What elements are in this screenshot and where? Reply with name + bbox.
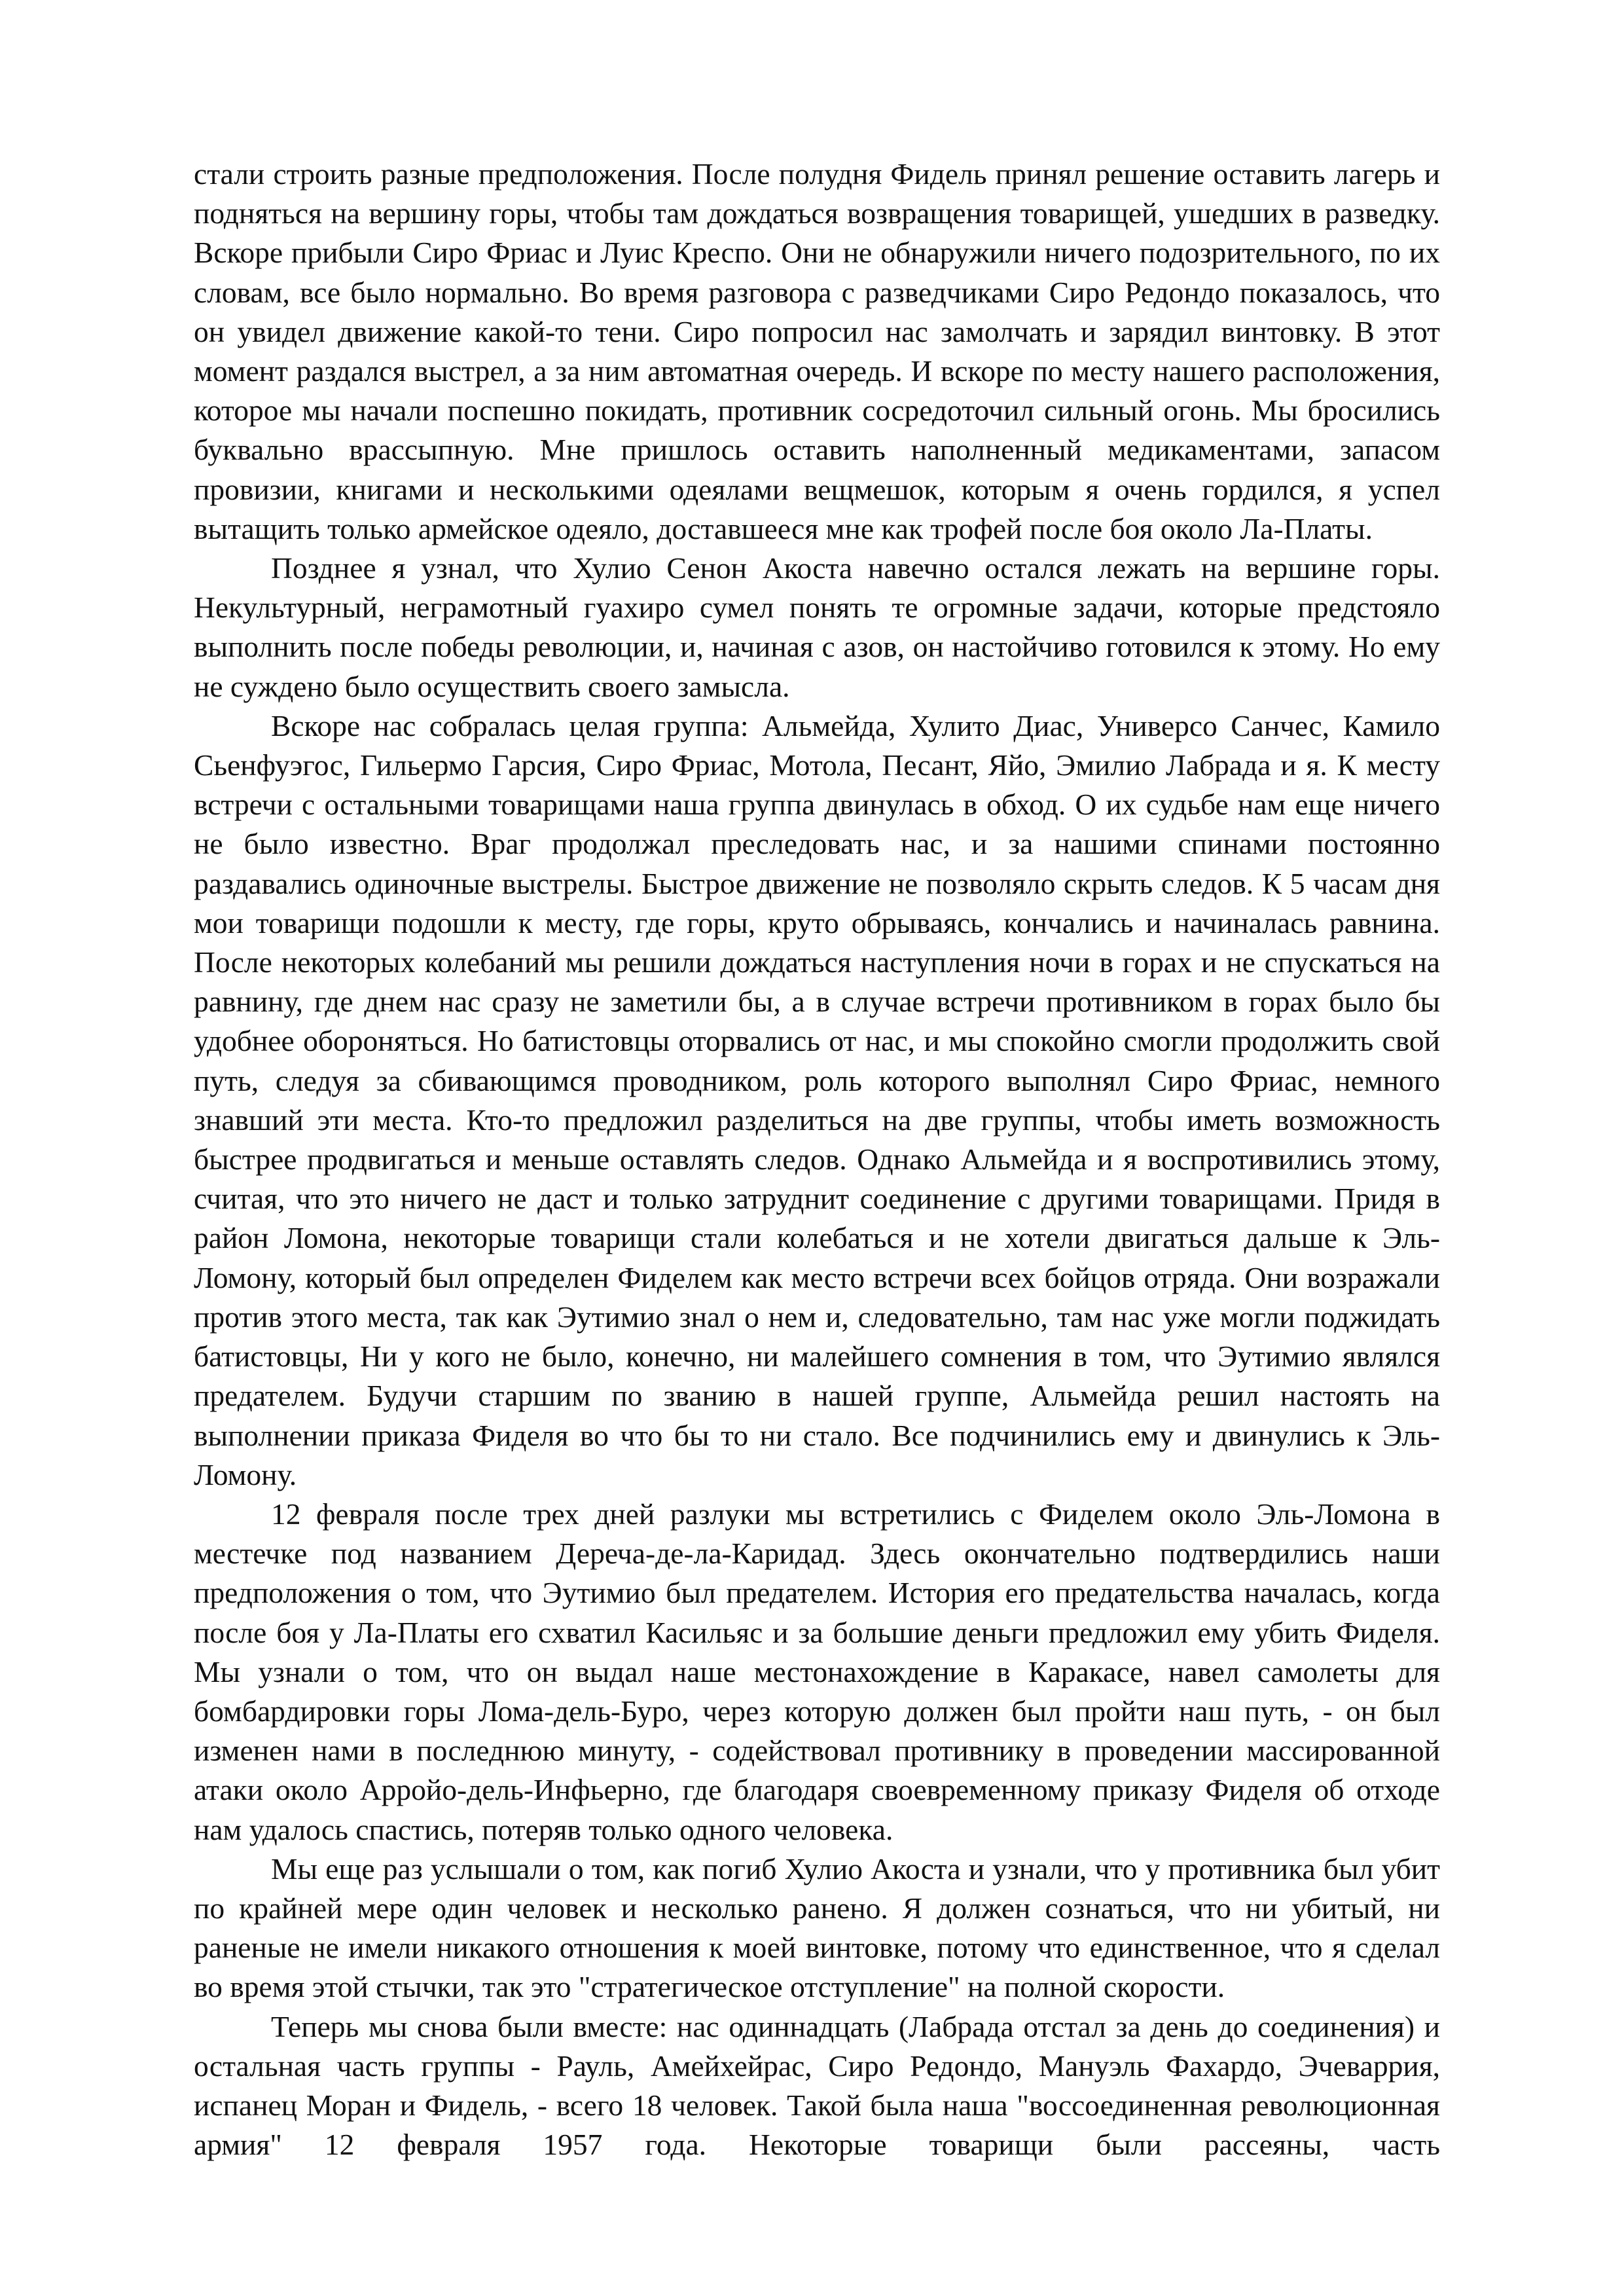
paragraph-1: стали строить разные предположения. После полудня Фидель принял решение оставить лагерь и подняться на вершину горы, чтобы там дождаться возвращения товарищей, ушедших в разведку. Вскоре прибыли Сиро Фриас и Луис Креспо. Они не обнаружили ничего подозрительного, по их словам, все было нормально. Во время разговора с разведчиками Сиро Редондо показалось, что он увидел движение какой-то тени. Сиро попросил нас замолчать и зарядил винтовку. В этот момент раздался выстрел, а за ним автоматная очередь. И вскоре по месту нашего расположения, которое мы начали поспешно покидать, противник сосредоточил сильный огонь. Мы бросились буквально врассыпную. Мне пришлось оставить наполненный медикаментами, запасом провизии, книгами и несколькими одеялами вещмешок, которым я очень гордился, я успел вытащить только армейское одеяло, доставшееся мне как трофей после боя около Ла-Платы. <box>194 157 1440 545</box>
paragraph-4: 12 февраля после трех дней разлуки мы встретились с Фиделем около Эль-Ломона в местечке под названием Дереча-де-ла-Каридад. Здесь окончательно подтвердились наши предположения о том, что Эутимио был предателем. История его предательства началась, когда после боя у Ла-Платы его схватил Касильяс и за большие деньги предложил ему убить Фиделя. Мы узнали о том, что он выдал наше местонахождение в Каракасе, навел самолеты для бомбардировки горы Лома-дель-Буро, через которую должен был пройти наш путь, - он был изменен нами в последнюю минуту, - содействовал противнику в проведении массированной атаки около Арройо-дель-Инфьерно, где благодаря своевременному приказу Фиделя об отходе нам удалось спастись, потеряв только одного человека. <box>194 1497 1440 1846</box>
paragraph-5: Мы еще раз услышали о том, как погиб Хулио Акоста и узнали, что у противника был убит по крайней мере один человек и несколько ранено. Я должен сознаться, что ни убитый, ни раненые не имели никакого отношения к моей винтовке, потому что единственное, что я сделал во время этой стычки, так это "стратегическое отступление" на полной скорости. <box>194 1851 1440 2004</box>
text-body <box>194 155 1440 2164</box>
paragraph-2: Позднее я узнал, что Хулио Сенон Акоста навечно остался лежать на вершине горы. Некультурный, неграмотный гуахиро сумел понять те огромные задачи, которые предстояло выполнить после победы революции, и, начиная с азов, он настойчиво готовился к этому. Но ему не суждено было осуществить своего замысла. <box>194 551 1440 703</box>
paragraph-6: Теперь мы снова были вместе: нас одиннадцать (Лабрада отстал за день до соединения) и остальная часть группы - Рауль, Амейхейрас, Сиро Редондо, Мануэль Фахардо, Эчеваррия, испанец Моран и Фидель, - всего 18 человек. Такой была наша "воссоединенная революционная армия" 12 февраля 1957 года. Некоторые товарищи были рассеяны, часть <box>194 2009 1440 2162</box>
paragraph-3: Вскоре нас собралась целая группа: Альмейда, Хулито Диас, Универсо Санчес, Камило Сьенфуэгос, Гильермо Гарсия, Сиро Фриас, Мотола, Песант, Яйо, Эмилио Лабрада и я. К месту встречи с остальными товарищами наша группа двинулась в обход. О их судьбе нам еще ничего не было известно. Враг продолжал преследовать нас, и за нашими спинами постоянно раздавались одиночные выстрелы. Быстрое движение не позволяло скрыть следов. К 5 часам дня мои товарищи подошли к месту, где горы, круто обрываясь, кончались и начиналась равнина. После некоторых колебаний мы решили дождаться наступления ночи в горах и не спускаться на равнину, где днем нас сразу не заметили бы, а в случае встречи противником в горах было бы удобнее обороняться. Но батистовцы оторвались от нас, и мы спокойно смогли продолжить свой путь, следуя за сбивающимся проводником, роль которого выполнял Сиро Фриас, немного знавший эти места. Кто-то предложил разделиться на две группы, чтобы иметь возможность быстрее продвигаться и меньше оставлять следов. Однако Альмейда и я воспротивились этому, считая, что это ничего не даст и только затруднит соединение с другими товарищами. Придя в район Ломона, некоторые товарищи стали колебаться и не хотели двигаться дальше к Эль-Ломону, который был определен Фиделем как место встречи всех бойцов отряда. Они возражали против этого места, так как Эутимио знал о нем и, следовательно, там нас уже могли поджидать батистовцы, Ни у кого не было, конечно, ни малейшего сомнения в том, что Эутимио являлся предателем. Будучи старшим по званию в нашей группе, Альмейда решил настоять на выполнении приказа Фиделя во что бы то ни стало. Все подчинились ему и двинулись к Эль-Ломону. <box>194 708 1440 1491</box>
